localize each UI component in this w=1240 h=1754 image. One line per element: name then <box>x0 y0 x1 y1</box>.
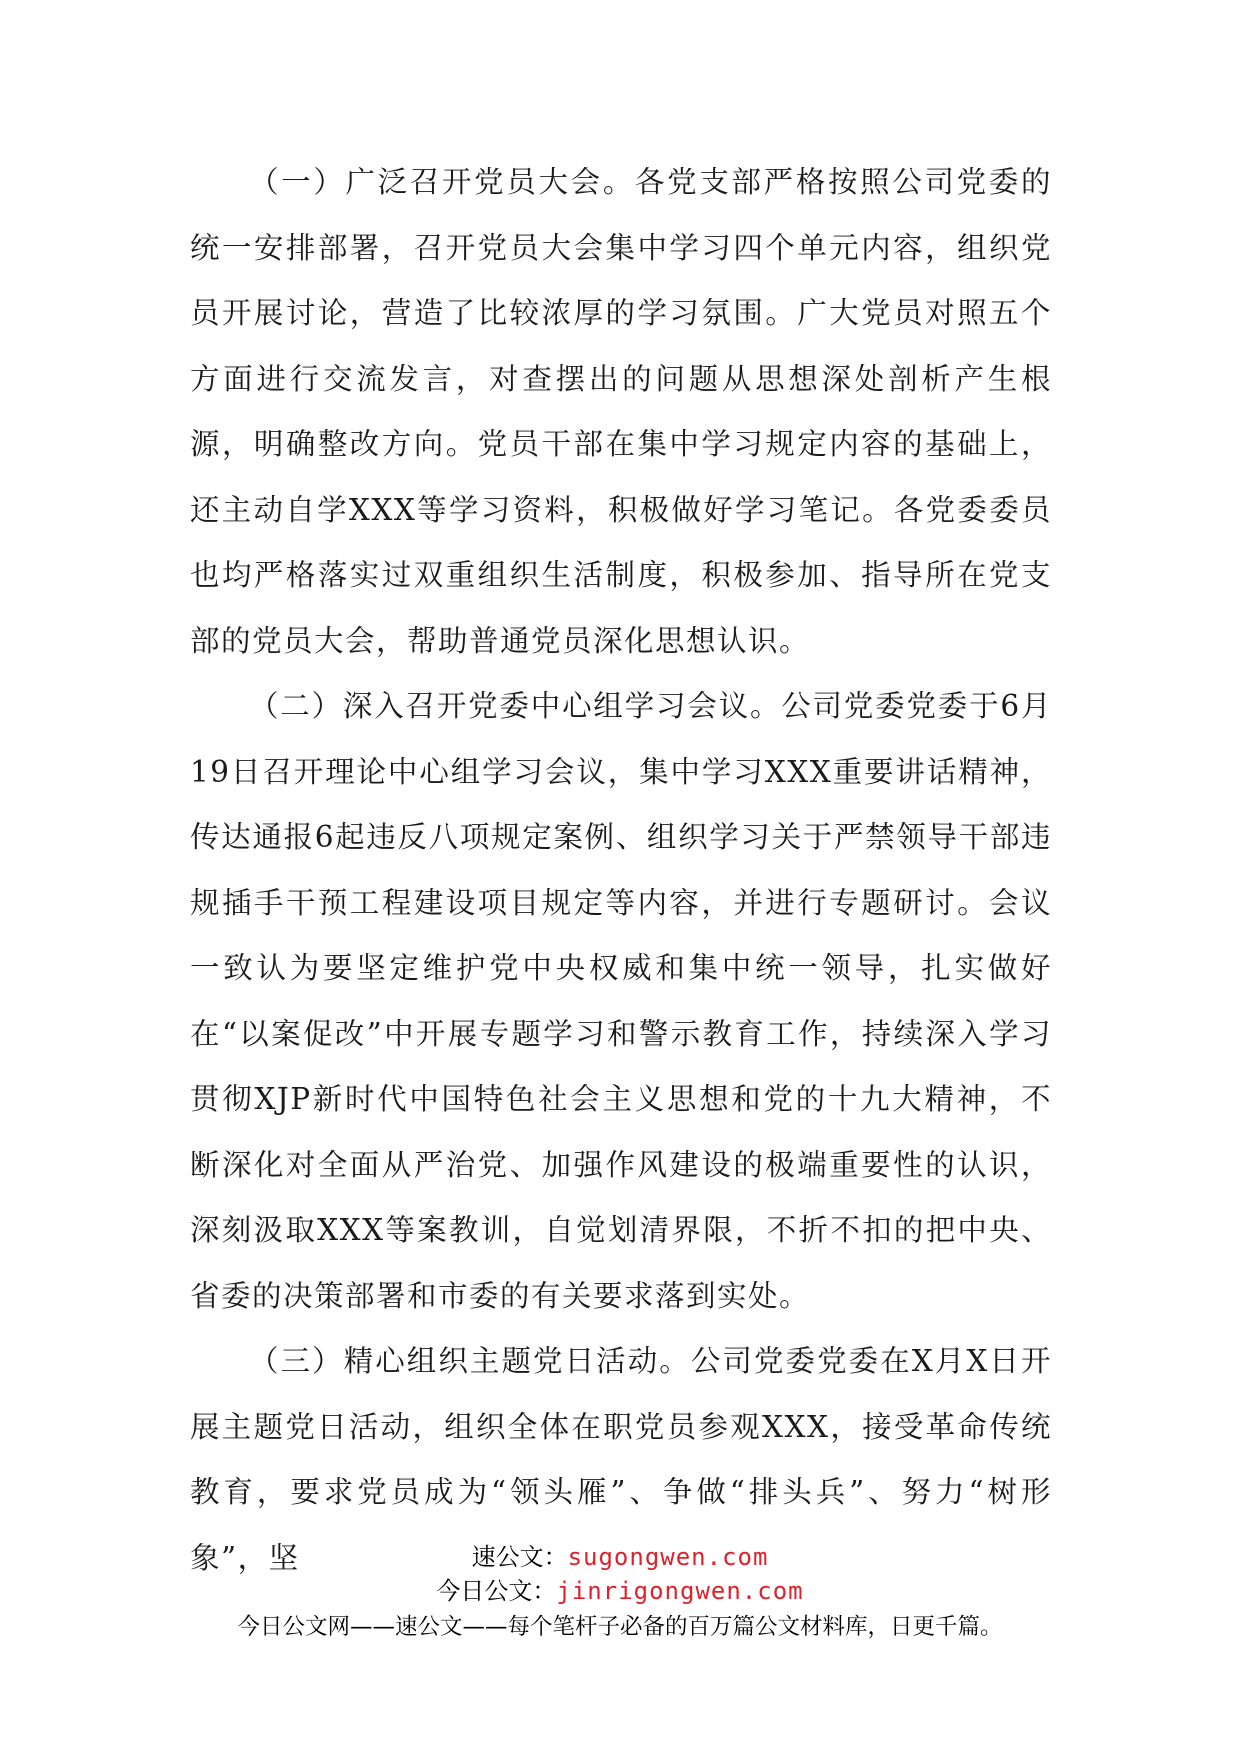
footer-link-sugongwen[interactable]: sugongwen.com <box>567 1543 769 1571</box>
document-body <box>190 150 1052 1591</box>
paragraph-2: （二）深入召开党委中心组学习会议。公司党委党委于6月19日召开理论中心组学习会议，集中学习XXX重要讲话精神，传达通报6起违反八项规定案例、组织学习关于严禁领导干部违规插手干预工程建设项目规定等内容，并进行专题研讨。会议一致认为要坚定维护党中央权威和集中统一领导，扎实做好在“以案促改”中开展专题学习和警示教育工作，持续深入学习贯彻XJP新时代中国特色社会主义思想和党的十九大精神，不断深化对全面从严治党、加强作风建设的极端重要性的认识，深刻汲取XXX等案教训，自觉划清界限，不折不扣的把中央、省委的决策部署和市委的有关要求落到实处。 <box>190 689 1052 1313</box>
paragraph-1: （一）广泛召开党员大会。各党支部严格按照公司党委的统一安排部署，召开党员大会集中学习四个单元内容，组织党员开展讨论，营造了比较浓厚的学习氛围。广大党员对照五个方面进行交流发言，对查摆出的问题从思想深处剖析产生根源，明确整改方向。党员干部在集中学习规定内容的基础上，还主动自学XXX等学习资料，积极做好学习笔记。各党委委员也均严格落实过双重组织生活制度，积极参加、指导所在党支部的党员大会，帮助普通党员深化思想认识。 <box>190 165 1052 658</box>
footer-label-jinrigongwen: 今日公文： <box>436 1577 557 1605</box>
paragraph-3: （三）精心组织主题党日活动。公司党委党委在X月X日开展主题党日活动，组织全体在职党员参观XXX，接受革命传统教育，要求党员成为“领头雁”、争做“排头兵”、努力“树形象”，坚 <box>190 1344 1052 1575</box>
footer-label-sugongwen: 速公文： <box>471 1543 568 1571</box>
footer-link-jinrigongwen[interactable]: jinrigongwen.com <box>556 1577 804 1605</box>
footer-line-sugongwen <box>0 1540 1240 1574</box>
footer-tagline: 今日公文网——速公文——每个笔杆子必备的百万篇公文材料库，日更千篇。 <box>237 1614 1003 1640</box>
footer-watermark <box>0 1540 1240 1644</box>
footer-line-jinrigongwen <box>0 1574 1240 1608</box>
